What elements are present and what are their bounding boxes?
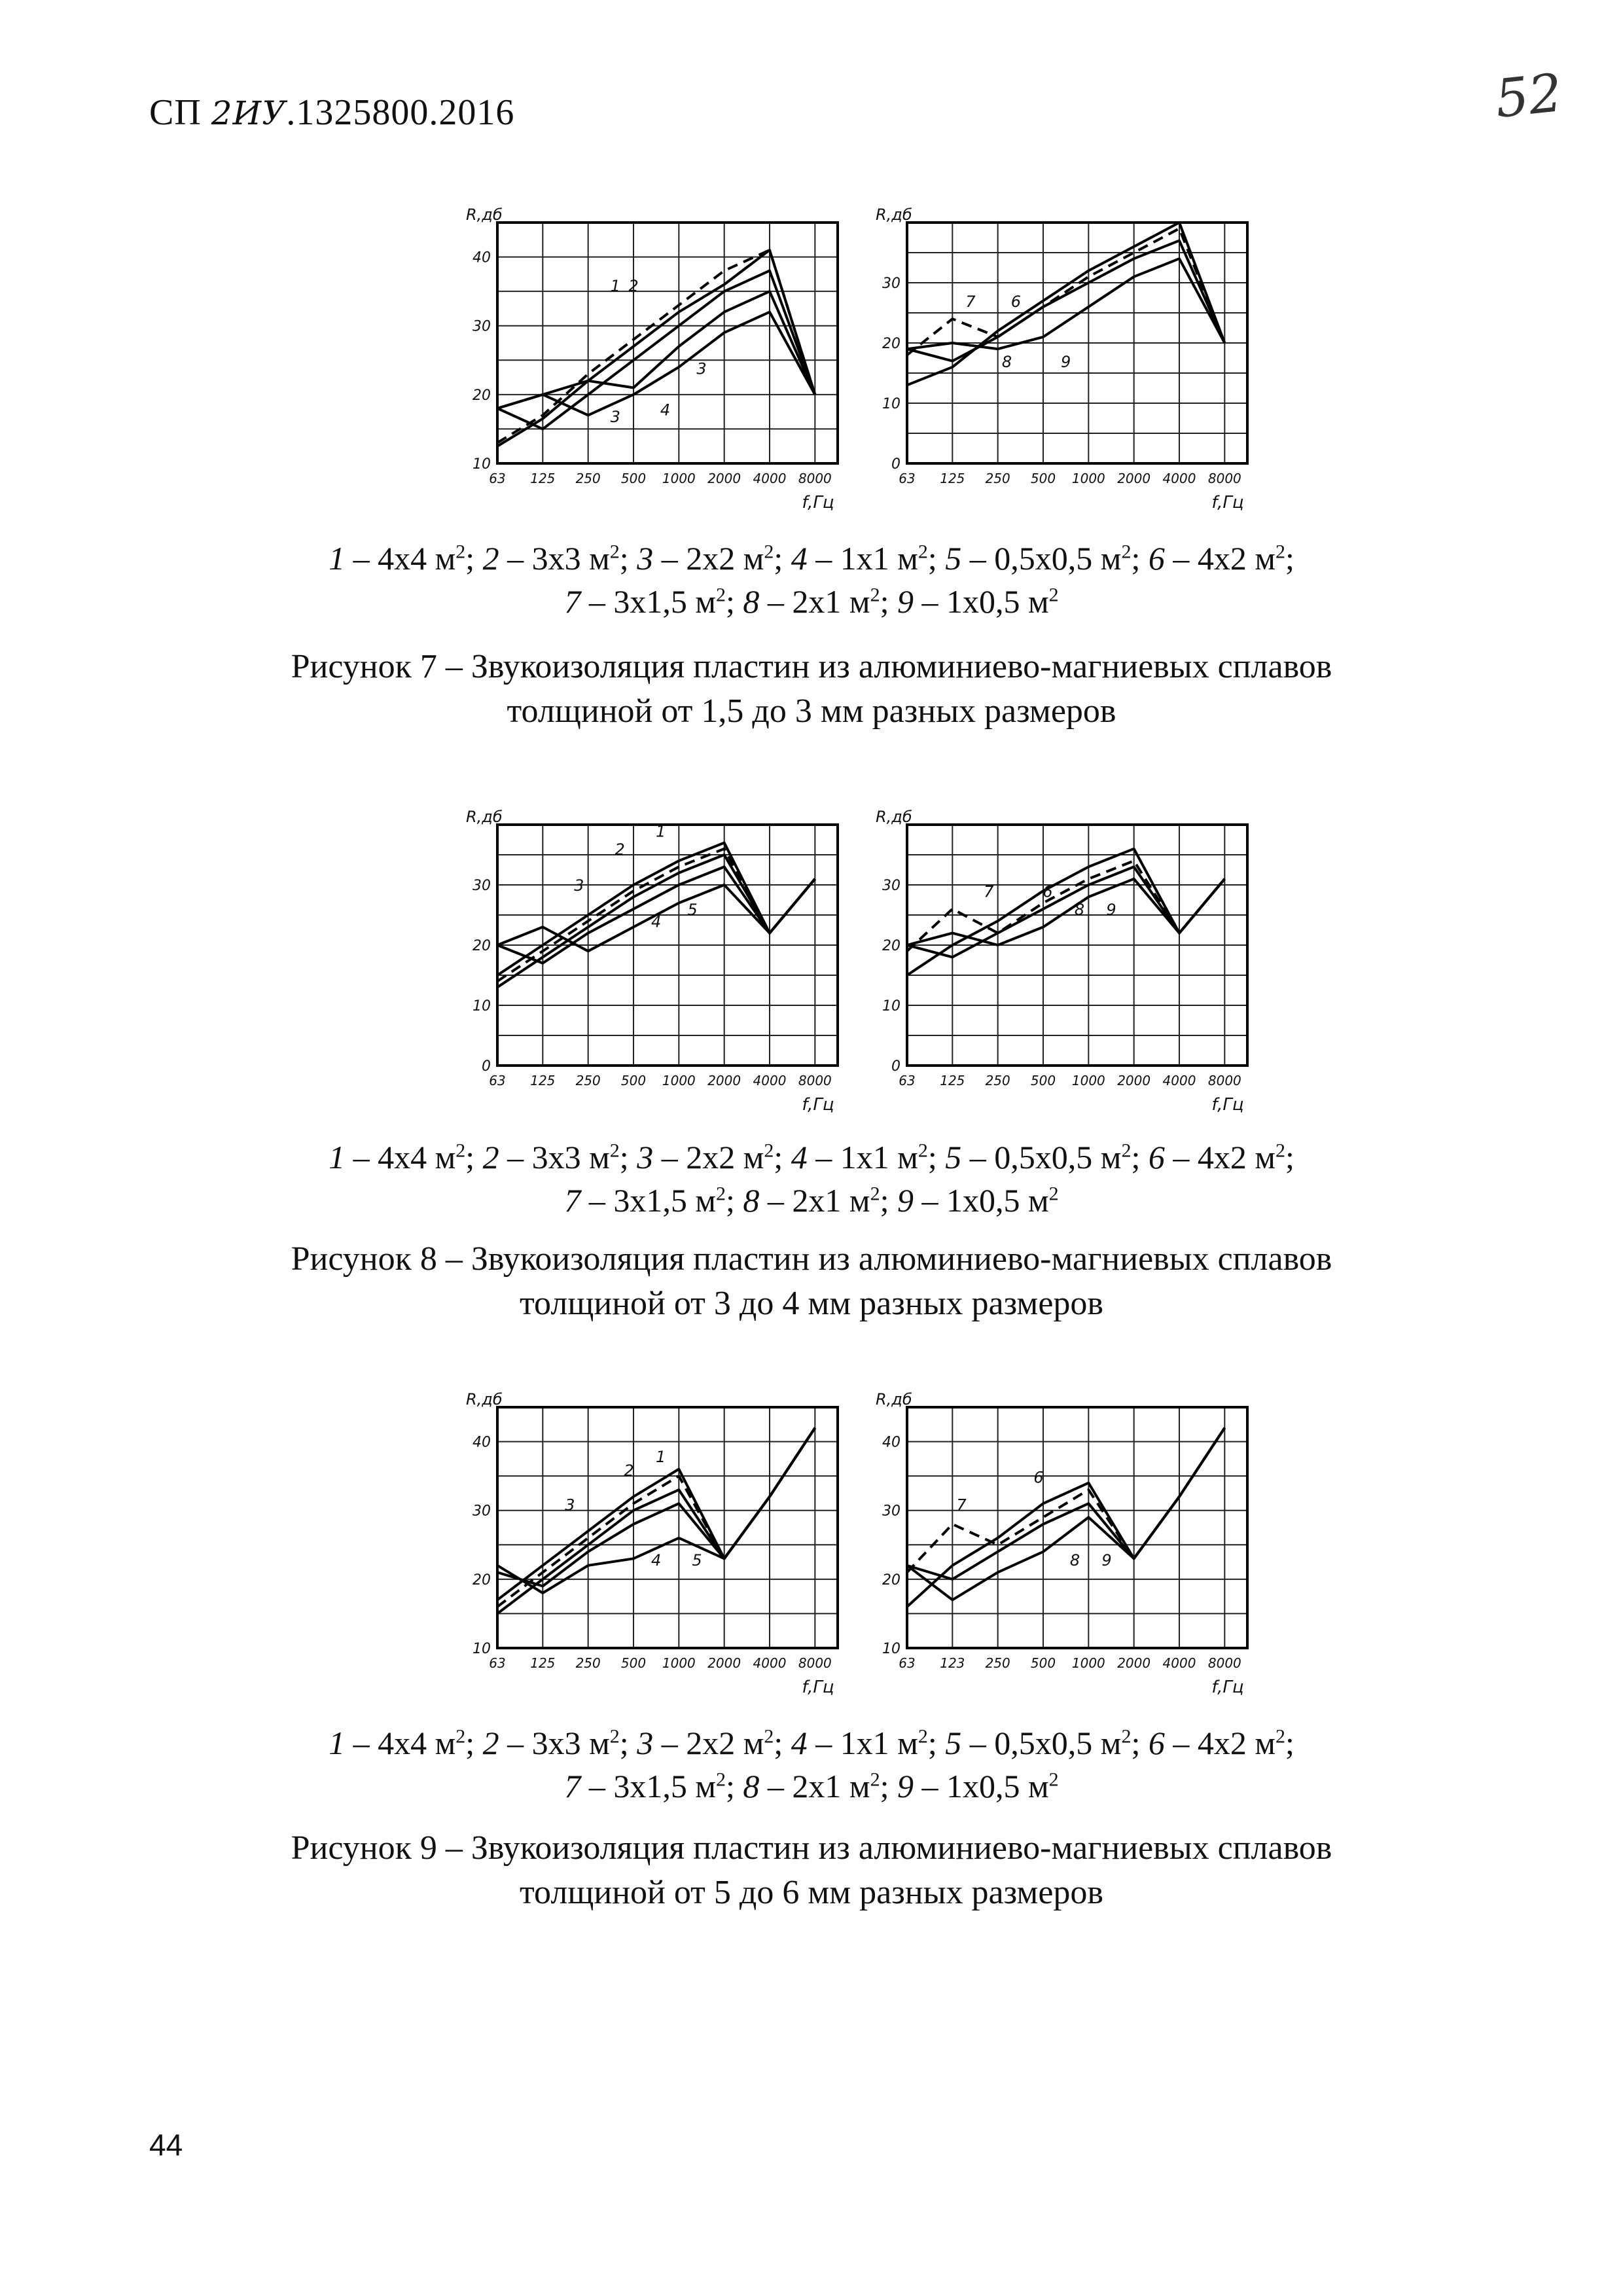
legend-curve-number: 5 [945, 540, 962, 577]
x-tick-label: 63 [899, 471, 916, 486]
y-tick-label: 0 [482, 1058, 491, 1075]
series-line-4 [497, 291, 815, 408]
figure-7-caption-line1: Рисунок 7 – Звукоизоляция пластин из алюминиево-магниевых сплавов [291, 648, 1332, 685]
y-axis-label: R,дб [466, 808, 503, 826]
legend-curve-number: 4 [791, 1725, 808, 1761]
legend-curve-number: 4 [791, 540, 808, 577]
x-tick-label: 125 [530, 1655, 556, 1671]
x-tick-label: 4000 [753, 1073, 787, 1088]
y-tick-label: 30 [882, 276, 901, 292]
y-axis-label: R,дб [876, 1390, 912, 1408]
legend-curve-number: 6 [1148, 540, 1165, 577]
x-tick-label: 4000 [1162, 1073, 1196, 1088]
legend-curve-number: 7 [564, 1182, 581, 1219]
legend-curve-number: 2 [482, 1139, 499, 1175]
legend-curve-number: 5 [945, 1725, 962, 1761]
x-tick-label: 4000 [753, 1655, 787, 1671]
x-tick-label: 125 [940, 1073, 965, 1088]
y-tick-label: 40 [473, 1434, 491, 1451]
legend-line-2: 7 – 3х1,5 $м^2$; 8 – 2х1 $м^2$; 9 – 1х0,5 $м^2$ [564, 583, 1059, 620]
x-tick-label: 4000 [1162, 1655, 1196, 1671]
legend-curve-number: 1 [329, 1139, 346, 1175]
legend-size: – 2х1 м [759, 583, 870, 620]
x-tick-label: 250 [575, 1655, 601, 1671]
legend-curve-number: 9 [897, 1182, 914, 1219]
figure-7-legend [0, 537, 1623, 623]
x-tick-label: 500 [620, 1655, 647, 1671]
legend-size: – 4х2 м [1164, 1139, 1275, 1175]
page-number: 44 [149, 2128, 183, 2162]
legend-line-1: 1 – 4х4 $м^2$; 2 – 3х3 $м^2$; 3 – 2х2 $м^2$; 4 – 1х1 $м^2$; 5 – 0,5х0,5 $м^2$; 6 – 4х2 $м^2$; [329, 540, 1294, 577]
legend-curve-number: 3 [637, 1139, 654, 1175]
x-tick-label: 8000 [798, 471, 832, 486]
curve-label: 8 [1069, 1551, 1080, 1570]
curve-label: 6 [1033, 1468, 1044, 1487]
legend-size: – 3х3 м [499, 1725, 610, 1761]
curve-label: 8 [1074, 901, 1085, 919]
x-tick-label: 250 [575, 1073, 601, 1088]
curve-label: 6 [1043, 882, 1053, 901]
y-tick-label: 20 [882, 336, 901, 352]
curve-label: 2 [628, 277, 639, 296]
figure-9-legend [0, 1721, 1623, 1808]
legend-curve-number: 4 [791, 1139, 808, 1175]
figure-9-caption-line2: толщиной от 5 до 6 мм разных размеров [520, 1874, 1103, 1911]
figure-7-caption [0, 645, 1623, 734]
handwritten-page-mark: 52 [1492, 62, 1565, 130]
legend-curve-number: 9 [897, 583, 914, 620]
curve-label: 9 [1061, 352, 1071, 371]
y-tick-label: 40 [882, 1434, 901, 1451]
x-tick-label: 250 [985, 471, 1010, 486]
curve-label: 1 [655, 822, 666, 841]
legend-curve-number: 3 [637, 1725, 654, 1761]
figure-8-caption-line1: Рисунок 8 – Звукоизоляция пластин из алюминиево-магниевых сплавов [291, 1240, 1332, 1278]
legend-size: – 0,5х0,5 м [961, 1139, 1122, 1175]
legend-curve-number: 8 [743, 583, 760, 620]
y-tick-label: 40 [473, 249, 491, 266]
curve-label: 5 [692, 1551, 702, 1570]
x-tick-label: 8000 [798, 1655, 832, 1671]
legend-curve-number: 8 [743, 1182, 760, 1219]
y-tick-label: 10 [882, 396, 901, 412]
curve-label: 8 [1001, 352, 1012, 371]
legend-size: – 4х2 м [1164, 1725, 1275, 1761]
legend-size: – 2х2 м [653, 1725, 764, 1761]
figure-7-caption-line2: толщиной от 1,5 до 3 мм разных размеров [507, 692, 1116, 730]
series-line-7 [907, 228, 1224, 355]
curve-label: 2 [615, 840, 625, 859]
x-tick-label: 4000 [1162, 471, 1196, 486]
y-axis-label: R,дб [876, 206, 912, 224]
series-line-2 [497, 250, 815, 446]
x-tick-label: 2000 [1117, 1073, 1151, 1088]
legend-size: – 2х2 м [653, 540, 764, 577]
figure-8-legend [0, 1136, 1623, 1222]
y-tick-label: 10 [473, 456, 491, 473]
curve-label: 9 [1101, 1551, 1112, 1570]
figure-9-caption [0, 1826, 1623, 1915]
x-tick-label: 500 [1030, 1655, 1056, 1671]
series-line-6 [907, 1428, 1224, 1607]
y-tick-label: 30 [882, 1503, 901, 1520]
x-tick-label: 250 [985, 1655, 1010, 1671]
x-axis-label: f,Гц [1211, 1095, 1244, 1115]
x-tick-label: 250 [575, 471, 601, 486]
legend-size: – 0,5х0,5 м [961, 540, 1122, 577]
series-line-7 [907, 861, 1224, 951]
x-tick-label: 2000 [1117, 471, 1151, 486]
x-axis-label: f,Гц [1211, 1677, 1244, 1697]
legend-size: – 1х1 м [807, 540, 918, 577]
x-tick-label: 125 [940, 471, 965, 486]
curve-label: 4 [660, 401, 671, 420]
legend-size: – 1х0,5 м [913, 1182, 1049, 1219]
curve-label: 1 [655, 1448, 666, 1467]
y-tick-label: 20 [473, 1571, 491, 1588]
legend-size: – 2х1 м [759, 1768, 870, 1804]
y-axis-label: R,дб [876, 808, 912, 826]
legend-line-1: 1 – 4х4 $м^2$; 2 – 3х3 $м^2$; 3 – 2х2 $м^2$; 4 – 1х1 $м^2$; 5 – 0,5х0,5 $м^2$; 6 – 4х2 $м^2$; [329, 1139, 1294, 1175]
y-tick-label: 30 [473, 1503, 491, 1520]
curve-label: 3 [610, 407, 620, 426]
curve-label: 7 [965, 292, 976, 311]
legend-size: – 3х1,5 м [580, 1182, 717, 1219]
curve-label: 4 [651, 1551, 662, 1570]
y-tick-label: 20 [882, 1571, 901, 1588]
x-tick-label: 1000 [1071, 471, 1105, 486]
x-axis-label: f,Гц [802, 493, 834, 512]
x-axis-label: f,Гц [802, 1677, 834, 1697]
curve-label: 7 [984, 882, 994, 901]
x-tick-label: 1000 [662, 1073, 696, 1088]
legend-size: – 4х4 м [345, 540, 456, 577]
handwritten-number: 2ИУ [211, 94, 287, 132]
y-tick-label: 0 [891, 456, 901, 473]
document-code-suffix: .1325800.2016 [286, 92, 515, 133]
x-tick-label: 2000 [1117, 1655, 1151, 1671]
document-code [149, 92, 514, 134]
legend-curve-number: 2 [482, 540, 499, 577]
legend-size: – 3х1,5 м [580, 583, 717, 620]
legend-line-2: 7 – 3х1,5 $м^2$; 8 – 2х1 $м^2$; 9 – 1х0,5 $м^2$ [564, 1182, 1059, 1219]
y-tick-label: 20 [473, 938, 491, 954]
x-tick-label: 2000 [707, 1655, 741, 1671]
x-tick-label: 1000 [1071, 1655, 1105, 1671]
legend-curve-number: 9 [897, 1768, 914, 1804]
legend-curve-number: 6 [1148, 1725, 1165, 1761]
x-tick-label: 63 [489, 1073, 506, 1088]
x-tick-label: 500 [1030, 1073, 1056, 1088]
y-tick-label: 10 [882, 1641, 901, 1657]
x-tick-label: 125 [530, 471, 556, 486]
legend-size: – 2х2 м [653, 1139, 764, 1175]
series-line-1 [497, 250, 815, 442]
series-line-9 [907, 259, 1224, 349]
figure-9-left-chart [440, 1388, 885, 1708]
y-tick-label: 10 [473, 998, 491, 1014]
y-tick-label: 30 [473, 318, 491, 335]
legend-size: – 1х0,5 м [913, 583, 1049, 620]
y-axis-label: R,дб [466, 1390, 503, 1408]
legend-size: – 1х0,5 м [913, 1768, 1049, 1804]
legend-curve-number: 3 [637, 540, 654, 577]
legend-size: – 1х1 м [807, 1139, 918, 1175]
x-tick-label: 2000 [707, 471, 741, 486]
curve-label: 1 [610, 277, 620, 296]
x-tick-label: 500 [1030, 471, 1056, 486]
x-tick-label: 63 [489, 1655, 506, 1671]
legend-curve-number: 5 [945, 1139, 962, 1175]
y-tick-label: 0 [891, 1058, 901, 1075]
x-tick-label: 8000 [798, 1073, 832, 1088]
legend-curve-number: 2 [482, 1725, 499, 1761]
legend-line-1: 1 – 4х4 $м^2$; 2 – 3х3 $м^2$; 3 – 2х2 $м^2$; 4 – 1х1 $м^2$; 5 – 0,5х0,5 $м^2$; 6 – 4х2 $м^2$; [329, 1725, 1294, 1761]
series-line-3 [497, 271, 815, 429]
legend-size: – 1х1 м [807, 1725, 918, 1761]
series-line-9 [907, 879, 1224, 945]
y-tick-label: 10 [473, 1641, 491, 1657]
x-tick-label: 4000 [753, 471, 787, 486]
legend-size: – 3х3 м [499, 540, 610, 577]
legend-curve-number: 1 [329, 540, 346, 577]
series-line-5 [497, 312, 815, 416]
curve-label: 6 [1010, 292, 1022, 311]
plot-frame [497, 1407, 838, 1648]
figure-9-caption-line1: Рисунок 9 – Звукоизоляция пластин из алюминиево-магниевых сплавов [291, 1829, 1332, 1867]
x-tick-label: 63 [899, 1655, 916, 1671]
y-tick-label: 30 [473, 878, 491, 894]
x-tick-label: 63 [489, 471, 506, 486]
x-tick-label: 250 [985, 1073, 1010, 1088]
x-tick-label: 123 [940, 1655, 965, 1671]
x-tick-label: 2000 [707, 1073, 741, 1088]
figure-8-caption-line2: толщиной от 3 до 4 мм разных размеров [520, 1285, 1103, 1322]
x-tick-label: 125 [530, 1073, 556, 1088]
x-tick-label: 500 [620, 471, 647, 486]
legend-size: – 3х1,5 м [580, 1768, 717, 1804]
x-tick-label: 8000 [1207, 1655, 1241, 1671]
figure-8-caption [0, 1237, 1623, 1326]
x-tick-label: 8000 [1207, 1073, 1241, 1088]
legend-curve-number: 7 [564, 583, 581, 620]
x-tick-label: 1000 [662, 471, 696, 486]
curve-label: 2 [624, 1462, 634, 1480]
legend-curve-number: 6 [1148, 1139, 1165, 1175]
document-code-prefix: СП [149, 92, 202, 133]
x-tick-label: 63 [899, 1073, 916, 1088]
legend-size: – 2х1 м [759, 1182, 870, 1219]
legend-curve-number: 7 [564, 1768, 581, 1804]
curve-label: 3 [696, 359, 707, 378]
legend-curve-number: 1 [329, 1725, 346, 1761]
figure-7-left-chart [440, 203, 885, 524]
y-tick-label: 10 [882, 998, 901, 1014]
x-axis-label: f,Гц [1211, 493, 1244, 512]
legend-size: – 4х4 м [345, 1139, 456, 1175]
y-axis-label: R,дб [466, 206, 503, 224]
x-axis-label: f,Гц [802, 1095, 834, 1115]
curve-label: 3 [565, 1496, 575, 1515]
figure-7-right-chart [849, 203, 1294, 524]
figure-9-right-chart [849, 1388, 1294, 1708]
x-tick-label: 1000 [1071, 1073, 1105, 1088]
legend-line-2: 7 – 3х1,5 $м^2$; 8 – 2х1 $м^2$; 9 – 1х0,5 $м^2$ [564, 1768, 1059, 1804]
legend-size: – 4х2 м [1164, 540, 1275, 577]
legend-curve-number: 8 [743, 1768, 760, 1804]
figure-8-left-chart [440, 805, 885, 1126]
curve-label: 9 [1106, 901, 1116, 919]
legend-size: – 3х3 м [499, 1139, 610, 1175]
legend-size: – 4х4 м [345, 1725, 456, 1761]
x-tick-label: 500 [620, 1073, 647, 1088]
curve-label: 5 [687, 901, 698, 919]
curve-label: 4 [651, 912, 662, 931]
y-tick-label: 20 [882, 938, 901, 954]
y-tick-label: 20 [473, 387, 491, 404]
y-tick-label: 30 [882, 878, 901, 894]
legend-size: – 0,5х0,5 м [961, 1725, 1122, 1761]
figure-8-right-chart [849, 805, 1294, 1126]
x-tick-label: 8000 [1207, 471, 1241, 486]
curve-label: 7 [956, 1496, 967, 1515]
x-tick-label: 1000 [662, 1655, 696, 1671]
curve-label: 3 [574, 876, 584, 895]
